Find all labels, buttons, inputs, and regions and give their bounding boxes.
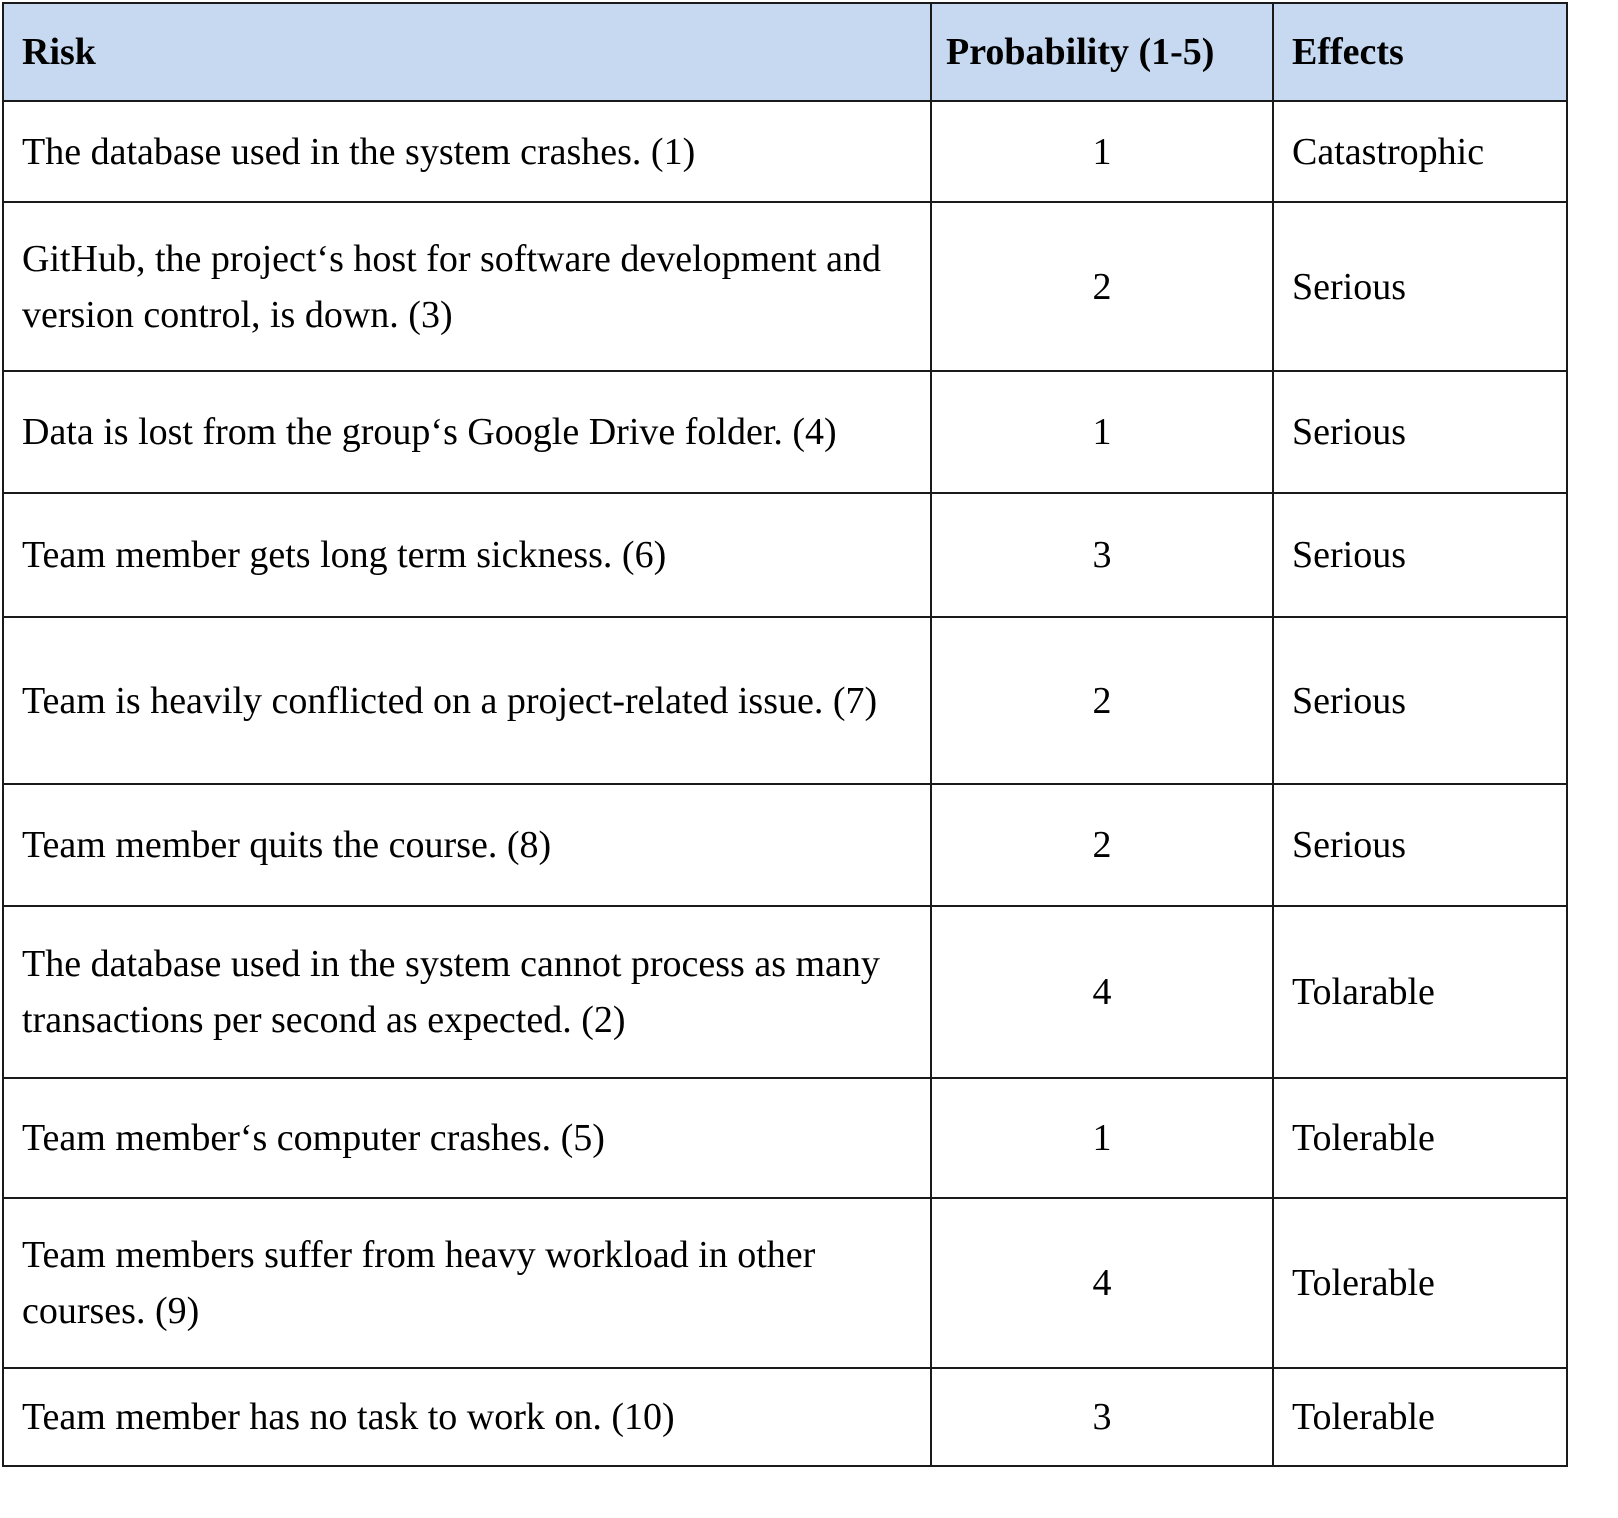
cell-risk: Data is lost from the group‘s Google Drive folder. (4) — [3, 371, 931, 493]
cell-probability: 4 — [931, 906, 1273, 1078]
cell-risk: Team is heavily conflicted on a project-related issue. (7) — [3, 617, 931, 784]
cell-risk: Team member‘s computer crashes. (5) — [3, 1078, 931, 1198]
table-row — [3, 1078, 1567, 1198]
cell-effects: Serious — [1273, 202, 1567, 371]
cell-effects: Tolerable — [1273, 1078, 1567, 1198]
header-risk: Risk — [3, 3, 931, 101]
table-row — [3, 371, 1567, 493]
table-row — [3, 493, 1567, 617]
header-row — [3, 3, 1567, 101]
cell-probability: 3 — [931, 1368, 1273, 1466]
cell-effects: Tolarable — [1273, 906, 1567, 1078]
cell-probability: 1 — [931, 371, 1273, 493]
table-row — [3, 202, 1567, 371]
table-row — [3, 1198, 1567, 1368]
cell-effects: Serious — [1273, 784, 1567, 906]
table-row — [3, 906, 1567, 1078]
cell-probability: 2 — [931, 202, 1273, 371]
header-probability: Probability (1-5) — [931, 3, 1273, 101]
risk-table — [2, 2, 1568, 1467]
cell-effects: Tolerable — [1273, 1198, 1567, 1368]
cell-effects: Tolerable — [1273, 1368, 1567, 1466]
cell-probability: 2 — [931, 784, 1273, 906]
cell-probability: 2 — [931, 617, 1273, 784]
cell-probability: 1 — [931, 1078, 1273, 1198]
cell-effects: Serious — [1273, 493, 1567, 617]
cell-risk: Team member has no task to work on. (10) — [3, 1368, 931, 1466]
cell-probability: 1 — [931, 101, 1273, 202]
cell-risk: The database used in the system crashes. (1) — [3, 101, 931, 202]
cell-probability: 3 — [931, 493, 1273, 617]
table-row — [3, 1368, 1567, 1466]
table-row — [3, 784, 1567, 906]
header-effects: Effects — [1273, 3, 1567, 101]
cell-risk: Team members suffer from heavy workload in other courses. (9) — [3, 1198, 931, 1368]
cell-effects: Serious — [1273, 371, 1567, 493]
cell-risk: The database used in the system cannot process as many transactions per second as expected. (2) — [3, 906, 931, 1078]
table-row — [3, 101, 1567, 202]
table-row — [3, 617, 1567, 784]
cell-risk: Team member gets long term sickness. (6) — [3, 493, 931, 617]
cell-risk: GitHub, the project‘s host for software development and version control, is down. (3) — [3, 202, 931, 371]
cell-risk: Team member quits the course. (8) — [3, 784, 931, 906]
cell-probability: 4 — [931, 1198, 1273, 1368]
cell-effects: Catastrophic — [1273, 101, 1567, 202]
cell-effects: Serious — [1273, 617, 1567, 784]
